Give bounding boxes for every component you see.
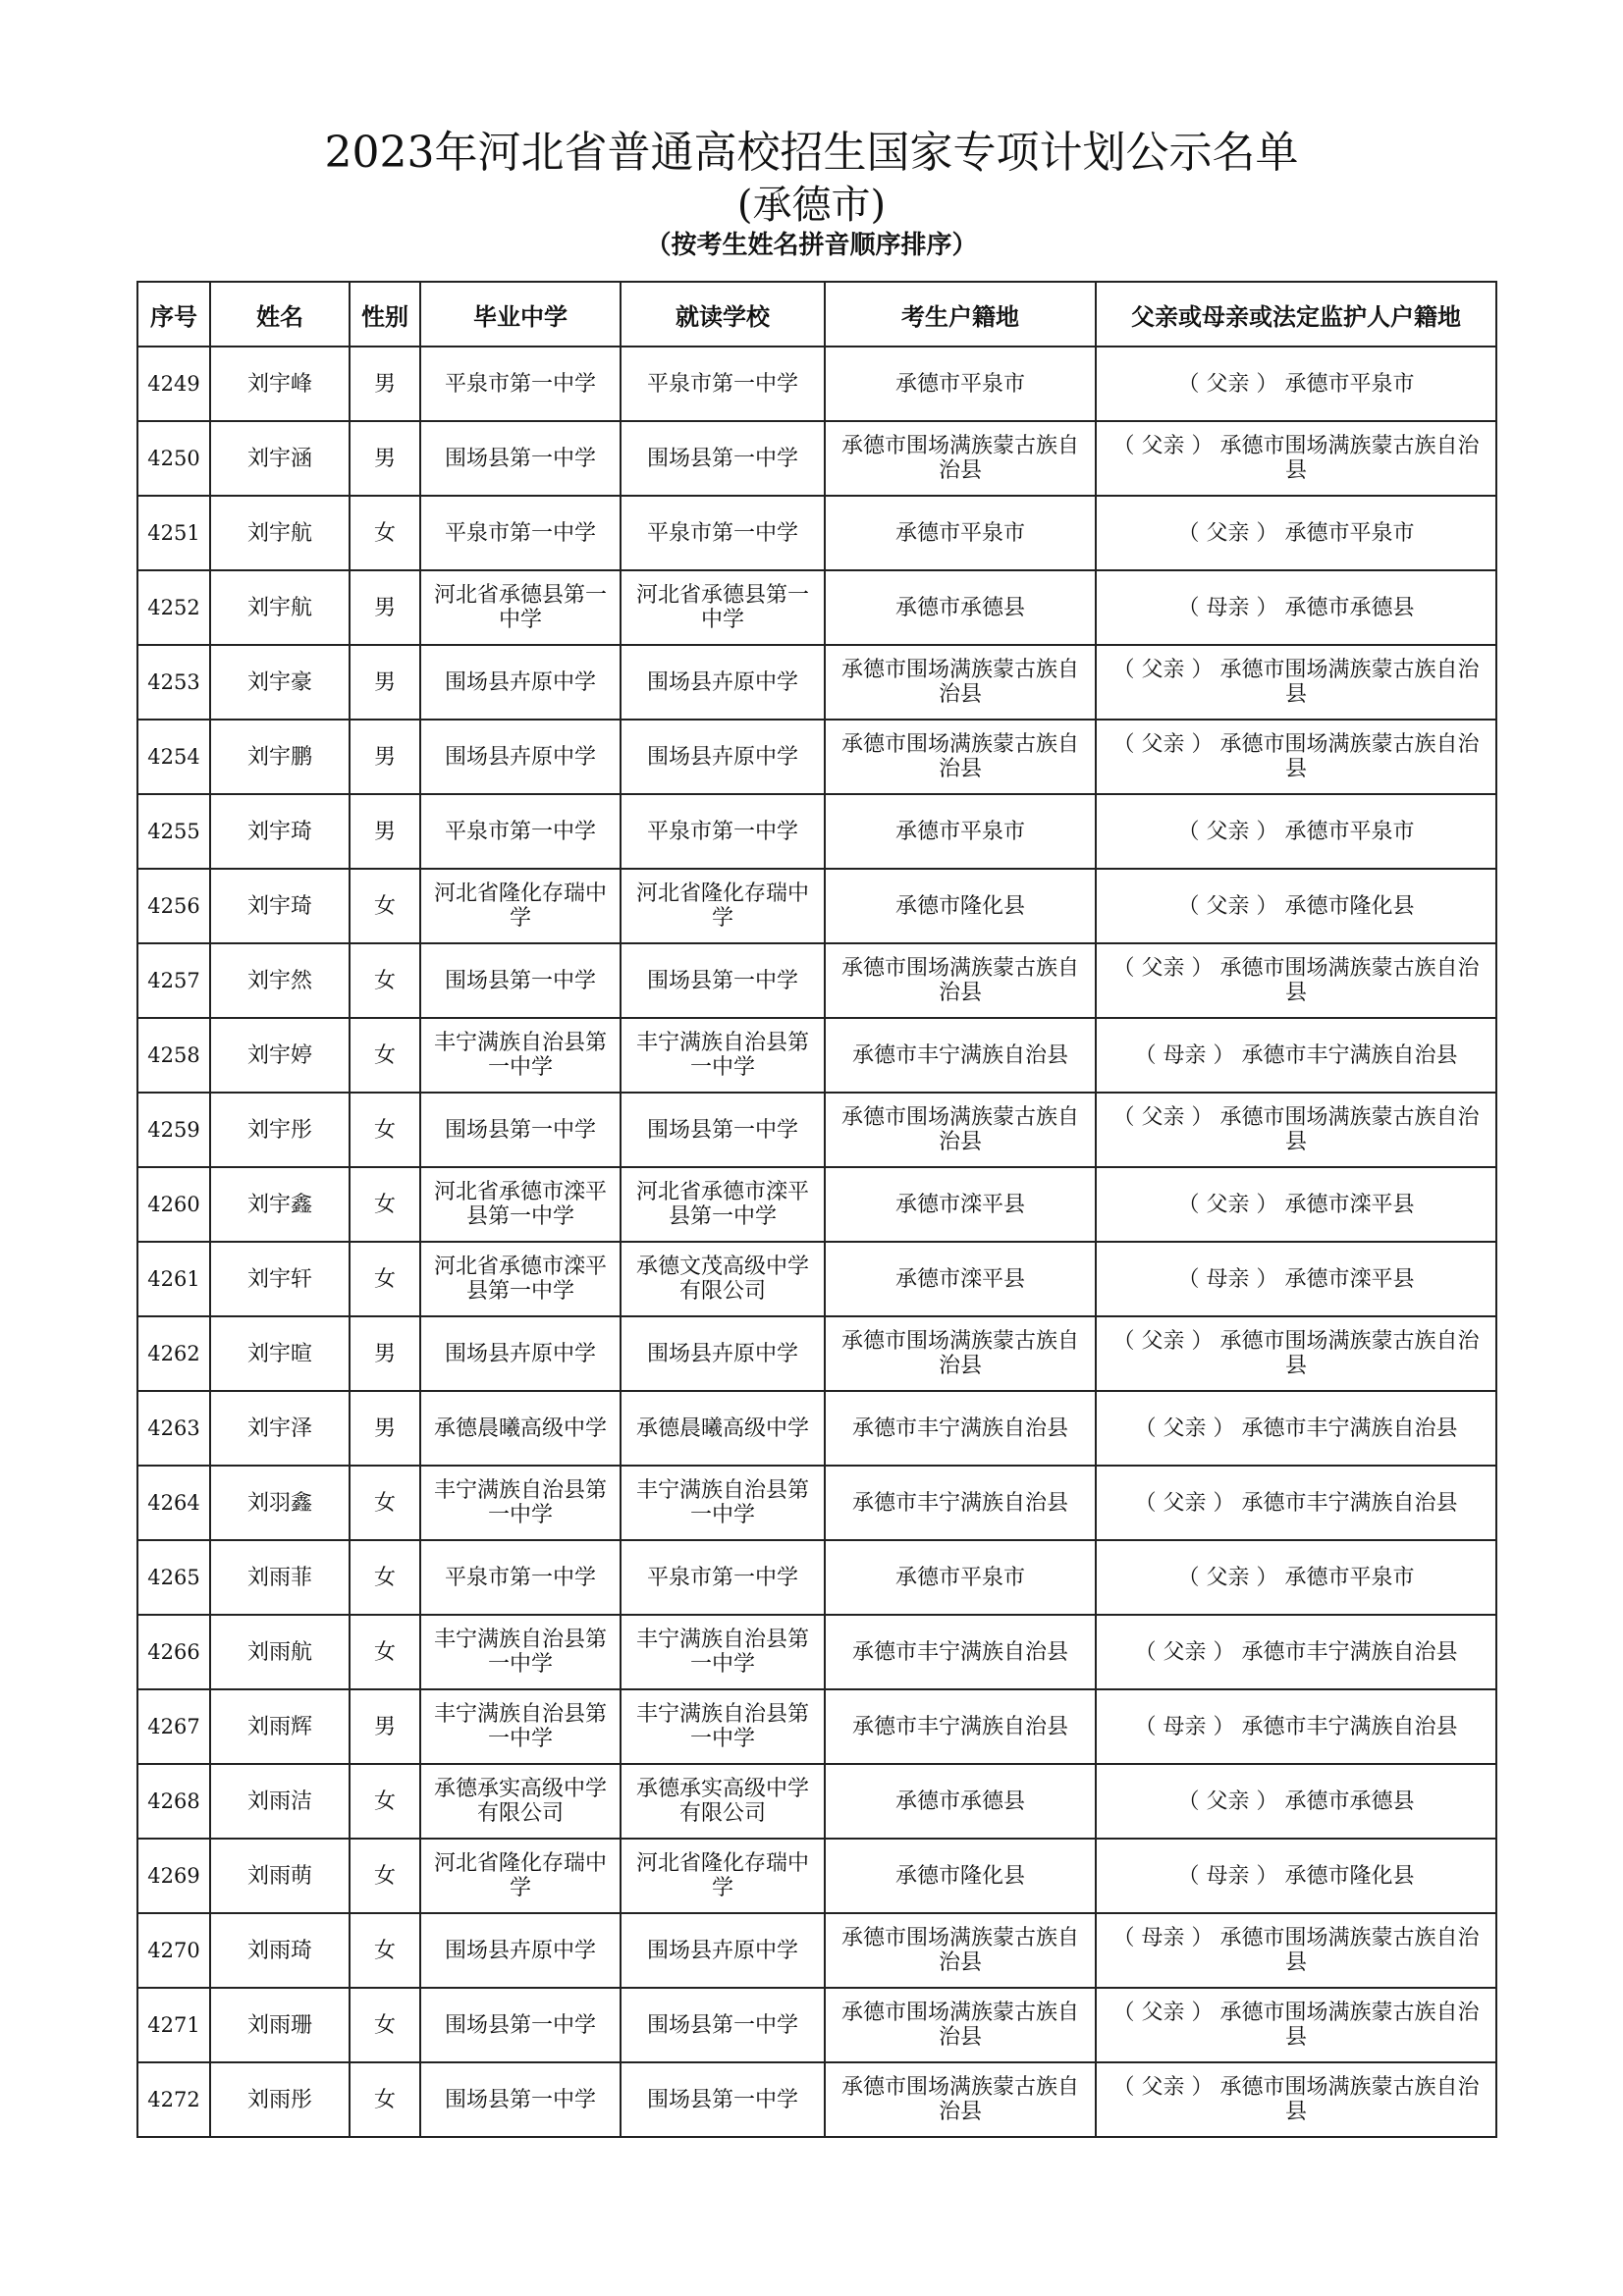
gender-cell: 女 xyxy=(350,1093,420,1167)
serial-cell: 4268 xyxy=(137,1764,210,1839)
household-registration-cell: 承德市丰宁满族自治县 xyxy=(825,1018,1096,1093)
table-body xyxy=(137,347,1496,2137)
current-school-cell: 河北省承德市滦平县第一中学 xyxy=(621,1167,825,1242)
household-registration-cell: 承德市滦平县 xyxy=(825,1167,1096,1242)
name-cell: 刘宇豪 xyxy=(210,645,350,720)
guardian-registration-cell: （ 父亲 ） 承德市平泉市 xyxy=(1096,794,1496,869)
gender-cell: 男 xyxy=(350,794,420,869)
graduated-school-cell: 丰宁满族自治县第一中学 xyxy=(420,1466,621,1540)
table-row xyxy=(137,1466,1496,1540)
gender-cell: 女 xyxy=(350,1242,420,1316)
gender-cell: 女 xyxy=(350,1615,420,1689)
table-row xyxy=(137,645,1496,720)
serial-cell: 4254 xyxy=(137,720,210,794)
serial-cell: 4272 xyxy=(137,2062,210,2137)
graduated-school-cell: 承德承实高级中学有限公司 xyxy=(420,1764,621,1839)
current-school-cell: 丰宁满族自治县第一中学 xyxy=(621,1466,825,1540)
document-subtitle: (承德市) xyxy=(736,183,887,228)
current-school-cell: 丰宁满族自治县第一中学 xyxy=(621,1018,825,1093)
graduated-school-cell: 河北省隆化存瑞中学 xyxy=(420,1839,621,1913)
gender-cell: 男 xyxy=(350,1316,420,1391)
name-cell: 刘宇航 xyxy=(210,570,350,645)
household-registration-cell: 承德市围场满族蒙古族自治县 xyxy=(825,1913,1096,1988)
gender-cell: 女 xyxy=(350,1839,420,1913)
table-row xyxy=(137,1242,1496,1316)
gender-cell: 女 xyxy=(350,2062,420,2137)
table-row xyxy=(137,794,1496,869)
guardian-registration-cell: （ 母亲 ） 承德市滦平县 xyxy=(1096,1242,1496,1316)
name-cell: 刘宇涵 xyxy=(210,421,350,496)
graduated-school-cell: 平泉市第一中学 xyxy=(420,1540,621,1615)
household-registration-cell: 承德市围场满族蒙古族自治县 xyxy=(825,2062,1096,2137)
name-cell: 刘宇峰 xyxy=(210,347,350,421)
current-school-cell: 承德文茂高级中学有限公司 xyxy=(621,1242,825,1316)
graduated-school-cell: 丰宁满族自治县第一中学 xyxy=(420,1018,621,1093)
guardian-registration-cell: （ 父亲 ） 承德市丰宁满族自治县 xyxy=(1096,1391,1496,1466)
table-row xyxy=(137,869,1496,943)
graduated-school-cell: 河北省承德县第一中学 xyxy=(420,570,621,645)
document-title: 2023年河北省普通高校招生国家专项计划公示名单 xyxy=(324,128,1299,178)
header-graduated-school: 毕业中学 xyxy=(420,282,621,347)
table-row xyxy=(137,1167,1496,1242)
serial-cell: 4249 xyxy=(137,347,210,421)
guardian-registration-cell: （ 父亲 ） 承德市丰宁满族自治县 xyxy=(1096,1615,1496,1689)
name-cell: 刘宇婷 xyxy=(210,1018,350,1093)
household-registration-cell: 承德市隆化县 xyxy=(825,869,1096,943)
table-row xyxy=(137,1988,1496,2062)
current-school-cell: 平泉市第一中学 xyxy=(621,496,825,570)
graduated-school-cell: 平泉市第一中学 xyxy=(420,347,621,421)
gender-cell: 男 xyxy=(350,347,420,421)
current-school-cell: 承德晨曦高级中学 xyxy=(621,1391,825,1466)
gender-cell: 女 xyxy=(350,1466,420,1540)
household-registration-cell: 承德市承德县 xyxy=(825,570,1096,645)
table-row xyxy=(137,496,1496,570)
table-row xyxy=(137,1540,1496,1615)
current-school-cell: 河北省隆化存瑞中学 xyxy=(621,1839,825,1913)
serial-cell: 4263 xyxy=(137,1391,210,1466)
name-cell: 刘雨琦 xyxy=(210,1913,350,1988)
current-school-cell: 河北省承德县第一中学 xyxy=(621,570,825,645)
household-registration-cell: 承德市围场满族蒙古族自治县 xyxy=(825,421,1096,496)
household-registration-cell: 承德市围场满族蒙古族自治县 xyxy=(825,943,1096,1018)
current-school-cell: 围场县卉原中学 xyxy=(621,1913,825,1988)
name-cell: 刘雨珊 xyxy=(210,1988,350,2062)
guardian-registration-cell: （ 母亲 ） 承德市丰宁满族自治县 xyxy=(1096,1018,1496,1093)
name-cell: 刘雨洁 xyxy=(210,1764,350,1839)
guardian-registration-cell: （ 父亲 ） 承德市平泉市 xyxy=(1096,496,1496,570)
header-guardian-registration: 父亲或母亲或法定监护人户籍地 xyxy=(1096,282,1496,347)
name-cell: 刘雨菲 xyxy=(210,1540,350,1615)
gender-cell: 女 xyxy=(350,1167,420,1242)
household-registration-cell: 承德市丰宁满族自治县 xyxy=(825,1689,1096,1764)
table-row xyxy=(137,943,1496,1018)
table-row xyxy=(137,1615,1496,1689)
name-cell: 刘雨彤 xyxy=(210,2062,350,2137)
current-school-cell: 平泉市第一中学 xyxy=(621,794,825,869)
name-cell: 刘宇鹏 xyxy=(210,720,350,794)
table-header-row xyxy=(137,282,1496,347)
guardian-registration-cell: （ 父亲 ） 承德市隆化县 xyxy=(1096,869,1496,943)
table-row xyxy=(137,1839,1496,1913)
serial-cell: 4251 xyxy=(137,496,210,570)
name-cell: 刘雨辉 xyxy=(210,1689,350,1764)
gender-cell: 女 xyxy=(350,869,420,943)
household-registration-cell: 承德市围场满族蒙古族自治县 xyxy=(825,1093,1096,1167)
current-school-cell: 围场县第一中学 xyxy=(621,1988,825,2062)
current-school-cell: 围场县卉原中学 xyxy=(621,1316,825,1391)
guardian-registration-cell: （ 父亲 ） 承德市围场满族蒙古族自治县 xyxy=(1096,421,1496,496)
table-row xyxy=(137,570,1496,645)
table-row xyxy=(137,1689,1496,1764)
current-school-cell: 围场县第一中学 xyxy=(621,1093,825,1167)
household-registration-cell: 承德市丰宁满族自治县 xyxy=(825,1466,1096,1540)
serial-cell: 4259 xyxy=(137,1093,210,1167)
current-school-cell: 围场县第一中学 xyxy=(621,2062,825,2137)
graduated-school-cell: 河北省承德市滦平县第一中学 xyxy=(420,1242,621,1316)
serial-cell: 4269 xyxy=(137,1839,210,1913)
guardian-registration-cell: （ 母亲 ） 承德市承德县 xyxy=(1096,570,1496,645)
graduated-school-cell: 河北省承德市滦平县第一中学 xyxy=(420,1167,621,1242)
household-registration-cell: 承德市围场满族蒙古族自治县 xyxy=(825,1316,1096,1391)
guardian-registration-cell: （ 父亲 ） 承德市围场满族蒙古族自治县 xyxy=(1096,943,1496,1018)
guardian-registration-cell: （ 父亲 ） 承德市围场满族蒙古族自治县 xyxy=(1096,1093,1496,1167)
current-school-cell: 承德承实高级中学有限公司 xyxy=(621,1764,825,1839)
guardian-registration-cell: （ 母亲 ） 承德市围场满族蒙古族自治县 xyxy=(1096,1913,1496,1988)
household-registration-cell: 承德市围场满族蒙古族自治县 xyxy=(825,1988,1096,2062)
guardian-registration-cell: （ 父亲 ） 承德市承德县 xyxy=(1096,1764,1496,1839)
guardian-registration-cell: （ 父亲 ） 承德市围场满族蒙古族自治县 xyxy=(1096,1988,1496,2062)
gender-cell: 男 xyxy=(350,645,420,720)
gender-cell: 男 xyxy=(350,720,420,794)
name-cell: 刘宇然 xyxy=(210,943,350,1018)
household-registration-cell: 承德市围场满族蒙古族自治县 xyxy=(825,645,1096,720)
table-row xyxy=(137,720,1496,794)
household-registration-cell: 承德市平泉市 xyxy=(825,794,1096,869)
table-row xyxy=(137,1391,1496,1466)
current-school-cell: 围场县第一中学 xyxy=(621,943,825,1018)
name-cell: 刘宇琦 xyxy=(210,794,350,869)
current-school-cell: 围场县第一中学 xyxy=(621,421,825,496)
graduated-school-cell: 围场县第一中学 xyxy=(420,1093,621,1167)
header-gender: 性别 xyxy=(350,282,420,347)
household-registration-cell: 承德市隆化县 xyxy=(825,1839,1096,1913)
gender-cell: 男 xyxy=(350,1689,420,1764)
graduated-school-cell: 围场县卉原中学 xyxy=(420,720,621,794)
graduated-school-cell: 围场县卉原中学 xyxy=(420,645,621,720)
name-cell: 刘宇鑫 xyxy=(210,1167,350,1242)
gender-cell: 女 xyxy=(350,1764,420,1839)
gender-cell: 男 xyxy=(350,570,420,645)
graduated-school-cell: 围场县第一中学 xyxy=(420,421,621,496)
serial-cell: 4261 xyxy=(137,1242,210,1316)
name-cell: 刘宇彤 xyxy=(210,1093,350,1167)
graduated-school-cell: 围场县卉原中学 xyxy=(420,1316,621,1391)
gender-cell: 女 xyxy=(350,1018,420,1093)
household-registration-cell: 承德市滦平县 xyxy=(825,1242,1096,1316)
graduated-school-cell: 丰宁满族自治县第一中学 xyxy=(420,1615,621,1689)
serial-cell: 4266 xyxy=(137,1615,210,1689)
gender-cell: 女 xyxy=(350,943,420,1018)
graduated-school-cell: 平泉市第一中学 xyxy=(420,794,621,869)
table-row xyxy=(137,421,1496,496)
gender-cell: 男 xyxy=(350,1391,420,1466)
header-name: 姓名 xyxy=(210,282,350,347)
table-row xyxy=(137,1093,1496,1167)
current-school-cell: 丰宁满族自治县第一中学 xyxy=(621,1615,825,1689)
serial-cell: 4258 xyxy=(137,1018,210,1093)
household-registration-cell: 承德市平泉市 xyxy=(825,1540,1096,1615)
gender-cell: 女 xyxy=(350,1913,420,1988)
serial-cell: 4270 xyxy=(137,1913,210,1988)
name-cell: 刘宇轩 xyxy=(210,1242,350,1316)
serial-cell: 4257 xyxy=(137,943,210,1018)
current-school-cell: 围场县卉原中学 xyxy=(621,645,825,720)
gender-cell: 男 xyxy=(350,421,420,496)
guardian-registration-cell: （ 父亲 ） 承德市滦平县 xyxy=(1096,1167,1496,1242)
household-registration-cell: 承德市围场满族蒙古族自治县 xyxy=(825,720,1096,794)
guardian-registration-cell: （ 母亲 ） 承德市丰宁满族自治县 xyxy=(1096,1689,1496,1764)
household-registration-cell: 承德市平泉市 xyxy=(825,496,1096,570)
serial-cell: 4267 xyxy=(137,1689,210,1764)
name-cell: 刘雨萌 xyxy=(210,1839,350,1913)
household-registration-cell: 承德市丰宁满族自治县 xyxy=(825,1615,1096,1689)
name-cell: 刘宇航 xyxy=(210,496,350,570)
serial-cell: 4265 xyxy=(137,1540,210,1615)
name-cell: 刘宇泽 xyxy=(210,1391,350,1466)
table-row xyxy=(137,1316,1496,1391)
graduated-school-cell: 围场县第一中学 xyxy=(420,1988,621,2062)
graduated-school-cell: 承德晨曦高级中学 xyxy=(420,1391,621,1466)
graduated-school-cell: 河北省隆化存瑞中学 xyxy=(420,869,621,943)
graduated-school-cell: 围场县卉原中学 xyxy=(420,1913,621,1988)
serial-cell: 4256 xyxy=(137,869,210,943)
serial-cell: 4252 xyxy=(137,570,210,645)
table-row xyxy=(137,1913,1496,1988)
table-row xyxy=(137,2062,1496,2137)
graduated-school-cell: 平泉市第一中学 xyxy=(420,496,621,570)
candidate-table xyxy=(136,281,1497,2138)
graduated-school-cell: 围场县第一中学 xyxy=(420,2062,621,2137)
serial-cell: 4253 xyxy=(137,645,210,720)
current-school-cell: 平泉市第一中学 xyxy=(621,1540,825,1615)
gender-cell: 女 xyxy=(350,1540,420,1615)
sort-note: （按考生姓名拼音顺序排序） xyxy=(645,231,978,260)
current-school-cell: 围场县卉原中学 xyxy=(621,720,825,794)
serial-cell: 4260 xyxy=(137,1167,210,1242)
header-household-registration: 考生户籍地 xyxy=(825,282,1096,347)
name-cell: 刘羽鑫 xyxy=(210,1466,350,1540)
name-cell: 刘宇琦 xyxy=(210,869,350,943)
header-current-school: 就读学校 xyxy=(621,282,825,347)
name-cell: 刘雨航 xyxy=(210,1615,350,1689)
guardian-registration-cell: （ 父亲 ） 承德市围场满族蒙古族自治县 xyxy=(1096,2062,1496,2137)
household-registration-cell: 承德市丰宁满族自治县 xyxy=(825,1391,1096,1466)
gender-cell: 女 xyxy=(350,1988,420,2062)
header-serial: 序号 xyxy=(137,282,210,347)
guardian-registration-cell: （ 父亲 ） 承德市丰宁满族自治县 xyxy=(1096,1466,1496,1540)
table-row xyxy=(137,1764,1496,1839)
current-school-cell: 丰宁满族自治县第一中学 xyxy=(621,1689,825,1764)
current-school-cell: 河北省隆化存瑞中学 xyxy=(621,869,825,943)
graduated-school-cell: 围场县第一中学 xyxy=(420,943,621,1018)
table-row xyxy=(137,347,1496,421)
name-cell: 刘宇暄 xyxy=(210,1316,350,1391)
guardian-registration-cell: （ 父亲 ） 承德市围场满族蒙古族自治县 xyxy=(1096,645,1496,720)
guardian-registration-cell: （ 父亲 ） 承德市围场满族蒙古族自治县 xyxy=(1096,1316,1496,1391)
serial-cell: 4255 xyxy=(137,794,210,869)
serial-cell: 4264 xyxy=(137,1466,210,1540)
household-registration-cell: 承德市承德县 xyxy=(825,1764,1096,1839)
graduated-school-cell: 丰宁满族自治县第一中学 xyxy=(420,1689,621,1764)
guardian-registration-cell: （ 母亲 ） 承德市隆化县 xyxy=(1096,1839,1496,1913)
current-school-cell: 平泉市第一中学 xyxy=(621,347,825,421)
guardian-registration-cell: （ 父亲 ） 承德市平泉市 xyxy=(1096,347,1496,421)
table-row xyxy=(137,1018,1496,1093)
guardian-registration-cell: （ 父亲 ） 承德市平泉市 xyxy=(1096,1540,1496,1615)
guardian-registration-cell: （ 父亲 ） 承德市围场满族蒙古族自治县 xyxy=(1096,720,1496,794)
household-registration-cell: 承德市平泉市 xyxy=(825,347,1096,421)
serial-cell: 4271 xyxy=(137,1988,210,2062)
serial-cell: 4250 xyxy=(137,421,210,496)
serial-cell: 4262 xyxy=(137,1316,210,1391)
gender-cell: 女 xyxy=(350,496,420,570)
